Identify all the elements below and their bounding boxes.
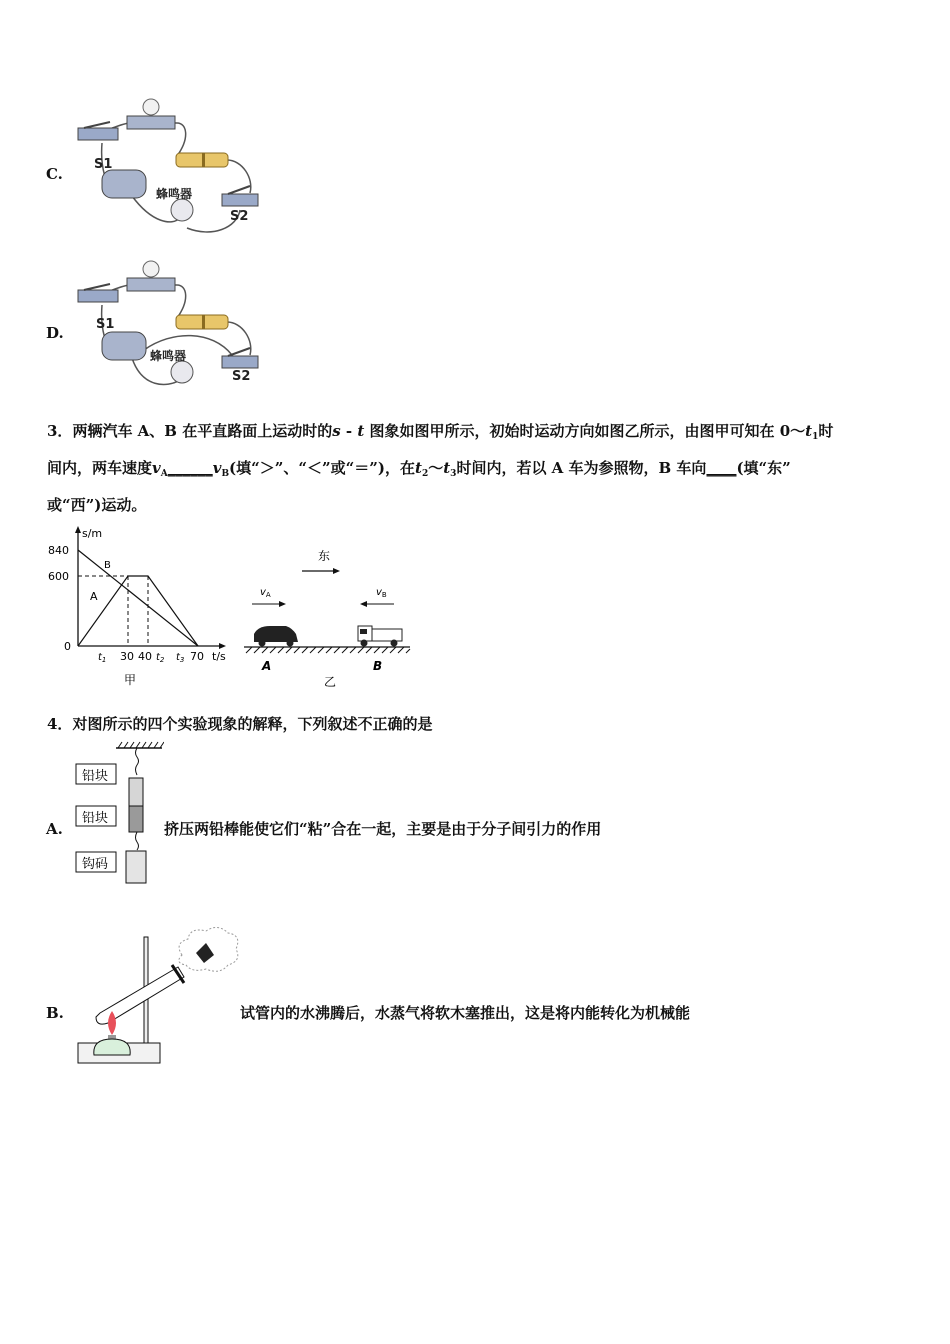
option-a-label: A. — [46, 820, 63, 838]
alcohol-lamp — [94, 1039, 130, 1055]
tick-origin: 0 — [64, 640, 71, 653]
tag-lead-1: 铅块 — [82, 769, 109, 784]
label-s2: S2 — [230, 209, 249, 224]
label-s1: S1 — [96, 317, 115, 332]
test-tube — [96, 967, 184, 1024]
caption-yi: 乙 — [324, 675, 337, 689]
caption-jia: 甲 — [124, 673, 137, 687]
q3-line-2: 间内，两车速度$v_A\_\_\_\_\_\_v_B$(填“＞”、“＜”或“＝”)，在$t_2\sim t_3$时间内，若以 A 车为参照物，B 车向____(填“东” — [47, 459, 791, 479]
va-label: $v_A$ — [260, 587, 271, 599]
option-c-label: C. — [46, 165, 63, 183]
circuit-d-figure — [72, 260, 262, 400]
truck-b-icon — [358, 626, 402, 647]
line-a — [78, 576, 198, 646]
car-b-label: B — [373, 659, 383, 673]
lead-block-upper — [129, 778, 143, 806]
lead-blocks-figure — [74, 740, 164, 888]
label-buzzer: 蜂鸣器 — [156, 187, 193, 201]
tick-t1: $t_1$ — [98, 652, 107, 664]
tick-30: 30 — [120, 650, 134, 663]
car-a-label: A — [262, 659, 272, 673]
tick-t2: $t_2$ — [156, 652, 165, 664]
hook-weight — [126, 851, 146, 883]
label-line-b: B — [104, 560, 111, 571]
answer-blank-2[interactable]: ____ — [706, 459, 737, 477]
answer-blank-1[interactable]: ______ — [167, 459, 213, 477]
xlabel: t/s — [212, 650, 226, 663]
option-b-label: B. — [46, 1004, 64, 1022]
option-b-text: 试管内的水沸腾后，水蒸气将软木塞推出，这是将内能转化为机械能 — [240, 1004, 691, 1022]
option-a-text: 挤压两铅棒能使它们“粘”合在一起，主要是由于分子间引力的作用 — [164, 820, 602, 838]
test-tube-figure — [74, 925, 242, 1070]
label-s1: S1 — [94, 157, 113, 172]
label-line-a: A — [90, 590, 98, 603]
circuit-c-figure — [72, 98, 262, 240]
option-d-label: D. — [46, 324, 64, 342]
label-buzzer: 蜂鸣器 — [150, 349, 187, 363]
st-graph — [44, 524, 239, 690]
tick-t3: $t_3$ — [176, 652, 185, 664]
tick-40: 40 — [138, 650, 152, 663]
q3-line-1: 3．两辆汽车 A、B 在平直路面上运动时的s - t 图象如图甲所示，初始时运动方向如图乙所示，由图甲可知在 $0\sim t_1$时 — [47, 422, 834, 442]
car-a-icon — [254, 626, 298, 642]
east-label: 东 — [318, 549, 331, 563]
ylabel: s/m — [82, 527, 103, 540]
lead-block-lower — [129, 806, 143, 832]
q3-line-3: 或“西”)运动。 — [47, 496, 147, 514]
label-s2: S2 — [232, 369, 251, 384]
tag-lead-2: 铅块 — [82, 811, 109, 826]
tick-70: 70 — [190, 650, 204, 663]
tick-600: 600 — [48, 570, 69, 583]
tag-weight: 钩码 — [82, 857, 109, 872]
tick-840: 840 — [48, 544, 69, 557]
motion-scene — [240, 540, 415, 690]
q4-stem: 4．对图所示的四个实验现象的解释，下列叙述不正确的是 — [47, 715, 433, 733]
vb-label: $v_B$ — [376, 587, 387, 599]
